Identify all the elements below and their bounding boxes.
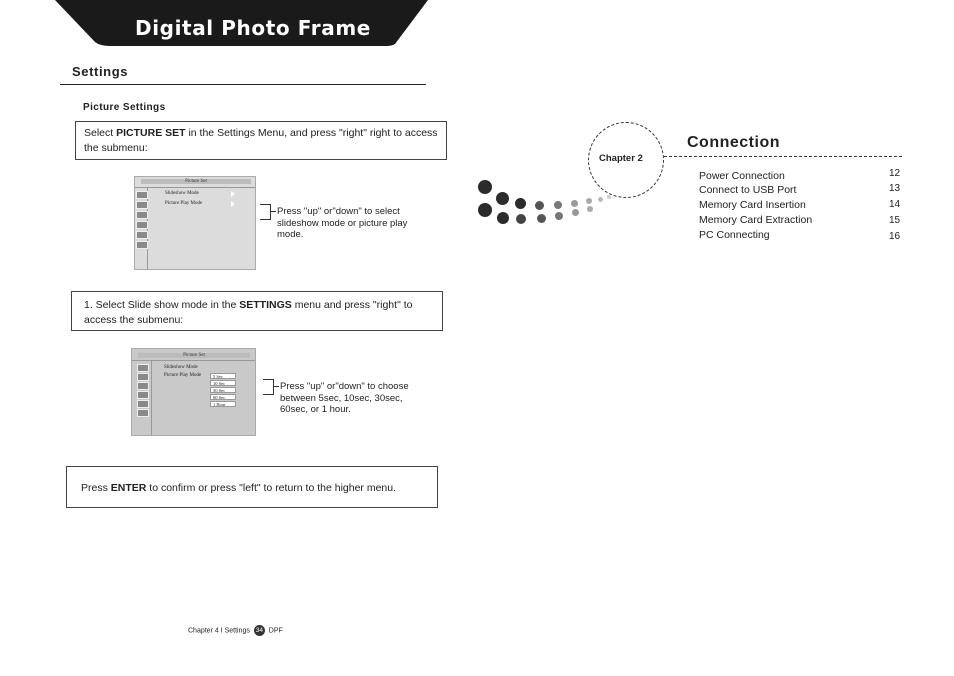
- decor-dot: [516, 214, 526, 224]
- decor-dot: [478, 180, 492, 194]
- screen1-title: Picture Set: [141, 179, 251, 184]
- decor-dot: [598, 197, 603, 202]
- page-footer: [188, 625, 283, 636]
- interval-option: 1 Hour: [210, 401, 236, 407]
- arrow-right-icon: [231, 191, 235, 197]
- decor-dot: [586, 198, 592, 204]
- section-title: Settings: [72, 64, 129, 79]
- toc-page: 16: [889, 231, 901, 242]
- screen-slideshow-interval: [131, 348, 256, 436]
- toc-item: PC Connecting: [699, 229, 770, 241]
- music-icon: [136, 201, 148, 209]
- screen1-item-picture-play: Picture Play Mode: [165, 201, 203, 206]
- toc-page: 12: [889, 168, 901, 179]
- callout-line: [270, 211, 276, 212]
- decor-dot: [572, 209, 579, 216]
- interval-option: 5 Sec: [210, 373, 236, 379]
- note-select-mode: Press "up" or"down" to select slideshow mode or picture play mode.: [277, 206, 408, 240]
- setup-icon: [137, 409, 149, 417]
- box3-text-pre: Press: [81, 482, 111, 494]
- screen2-item-picture-play: Picture Play Mode: [164, 373, 202, 378]
- decor-dot: [496, 192, 509, 205]
- callout-bracket: [263, 379, 274, 395]
- music-icon: [137, 373, 149, 381]
- toc-item: Memory Card Insertion: [699, 199, 806, 211]
- interval-option: 10 Sec: [210, 380, 236, 386]
- decor-dot: [515, 198, 526, 209]
- decor-dot: [478, 203, 492, 217]
- photo-icon: [136, 191, 148, 199]
- chapter-divider: [664, 156, 902, 157]
- screen1-item-slideshow: Slideshow Mode: [165, 191, 199, 196]
- page-title: Digital Photo Frame: [135, 16, 371, 40]
- toc-page: 14: [889, 199, 901, 210]
- box3-text-post: to confirm or press "left" to return to the higher menu.: [146, 482, 397, 494]
- decor-dot: [555, 212, 563, 220]
- toc-page: 13: [889, 183, 901, 194]
- section-divider: [60, 84, 426, 85]
- toc-item: Memory Card Extraction: [699, 214, 813, 226]
- decor-dot: [587, 206, 593, 212]
- box2-text-pre: 1. Select Slide show mode in the: [84, 299, 240, 311]
- instruction-box-2: [71, 291, 443, 331]
- video-icon: [137, 382, 149, 390]
- video-icon: [136, 211, 148, 219]
- clock-icon: [136, 231, 148, 239]
- box1-text-pre: Select: [84, 127, 117, 139]
- box2-text-post: menu and press "right" to access the submenu:: [84, 299, 413, 326]
- toc-page: 15: [889, 215, 901, 226]
- photo-icon: [137, 364, 149, 372]
- toc-item: Power Connection: [699, 170, 785, 182]
- footer-suffix: DPF: [268, 627, 283, 635]
- callout-bracket: [260, 204, 271, 220]
- subsection-title: Picture Settings: [83, 102, 166, 113]
- screen2-side-divider: [151, 360, 152, 435]
- screen1-divider: [135, 187, 255, 188]
- box1-text-bold: PICTURE SET: [116, 127, 186, 139]
- interval-option: 60 Sec: [210, 394, 236, 400]
- footer-chapter: Chapter 4 I Settings: [188, 627, 250, 635]
- decor-dot: [554, 201, 562, 209]
- screen2-item-slideshow: Slideshow Mode: [164, 365, 198, 370]
- note-choose-interval: Press "up" or"down" to choose between 5sec, 10sec, 30sec, 60sec, or 1 hour.: [280, 381, 409, 415]
- screen2-title: Picture Set: [138, 353, 250, 358]
- chapter-title: Connection: [687, 134, 780, 151]
- box2-text-bold: SETTINGS: [239, 299, 292, 311]
- callout-line: [273, 386, 279, 387]
- instruction-box-1: [75, 121, 447, 160]
- decor-dot: [607, 195, 611, 199]
- calendar-icon: [137, 391, 149, 399]
- box3-text-bold: ENTER: [110, 482, 147, 494]
- decor-dot: [571, 200, 578, 207]
- page-number-badge: 34: [255, 627, 263, 634]
- decor-dot: [537, 214, 546, 223]
- decor-dot: [497, 212, 509, 224]
- clock-icon: [137, 400, 149, 408]
- calendar-icon: [136, 221, 148, 229]
- arrow-right-icon: [231, 201, 235, 207]
- decor-dot: [535, 201, 544, 210]
- toc-item: Connect to USB Port: [699, 184, 797, 196]
- setup-icon: [136, 241, 148, 249]
- interval-option: 30 Sec: [210, 387, 236, 393]
- chapter-label: Chapter 2: [599, 153, 643, 164]
- instruction-box-3: [66, 466, 438, 508]
- box1-text-post: in the Settings Menu, and press "right" right to access the submenu:: [84, 127, 438, 154]
- screen-picture-set: [134, 176, 256, 270]
